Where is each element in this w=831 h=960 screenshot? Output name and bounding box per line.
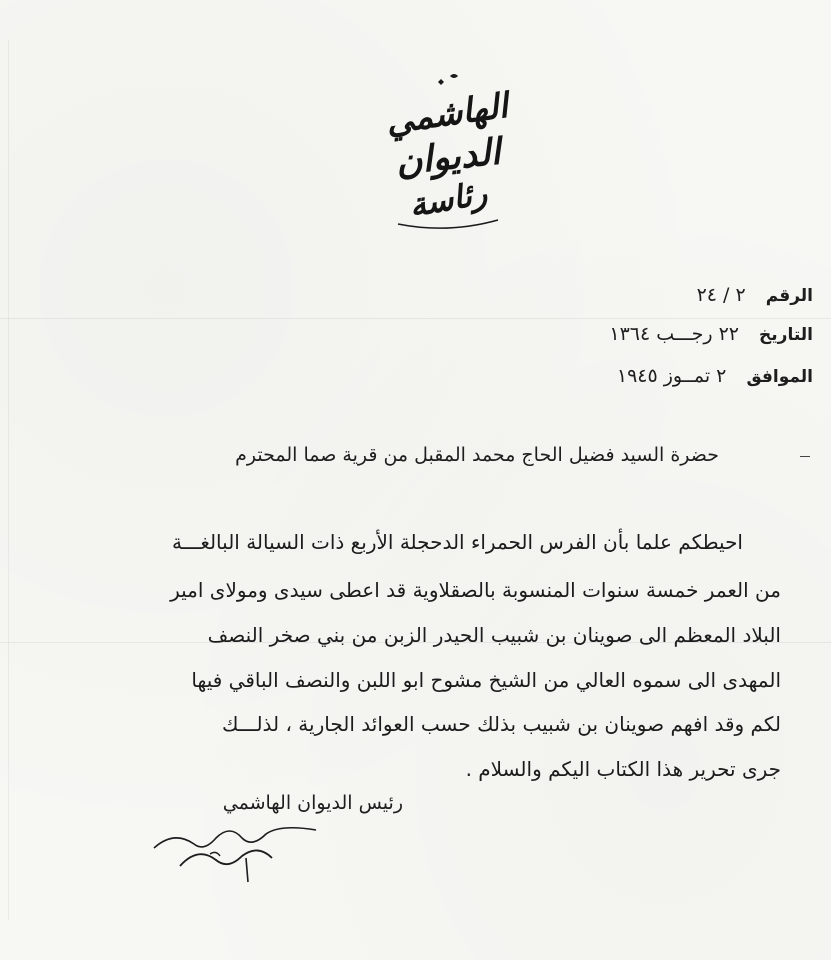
reference-number-label: الرقم [765,286,813,306]
reference-number-value: ٢ / ٢٤ [696,284,746,306]
hijri-date-value: ٢٢ رجـــب ١٣٦٤ [609,323,739,345]
letterhead-line-1: الهاشمي [383,85,511,143]
letterhead-line-2: الديوان [393,130,503,184]
letterhead-logo [383,72,511,232]
gregorian-date-label: الموافق [746,367,813,387]
body-line-5: لكم وقد افهم صوينان بن شبيب بذلك حسب العوائد الجارية ، لذلـــك [222,712,781,736]
reference-number-row [697,284,813,306]
gregorian-date-row [617,365,813,387]
signer-title: رئيس الديوان الهاشمي [222,792,403,814]
margin-mark [800,456,810,457]
body-line-3: البلاد المعظم الى صوينان بن شبيب الحيدر الزبن من بني صخر النصف [207,623,781,647]
body-line-1: احيطكم علما بأن الفرس الحمراء الدحجلة الأربع ذات السيالة البالغـــة [172,530,743,554]
addressee-line: حضرة السيد فضيل الحاج محمد المقبل من قرية صما المحترم [235,444,719,466]
letterhead-line-3: رئاسة [406,173,490,225]
hijri-date-row [609,323,813,345]
paper-fold [0,318,831,319]
hijri-date-label: التاريخ [759,325,813,345]
body-line-6: جرى تحرير هذا الكتاب اليكم والسلام . [465,757,781,781]
gregorian-date-value: ٢ تمــوز ١٩٤٥ [616,365,727,387]
body-line-4: المهدى الى سموه العالي من الشيخ مشوح ابو اللبن والنصف الباقي فيها [191,668,781,692]
paper-edge [8,40,9,920]
body-line-2: من العمر خمسة سنوات المنسوبة بالصقلاوية قد اعطى سيدى ومولاى امير [170,578,781,602]
